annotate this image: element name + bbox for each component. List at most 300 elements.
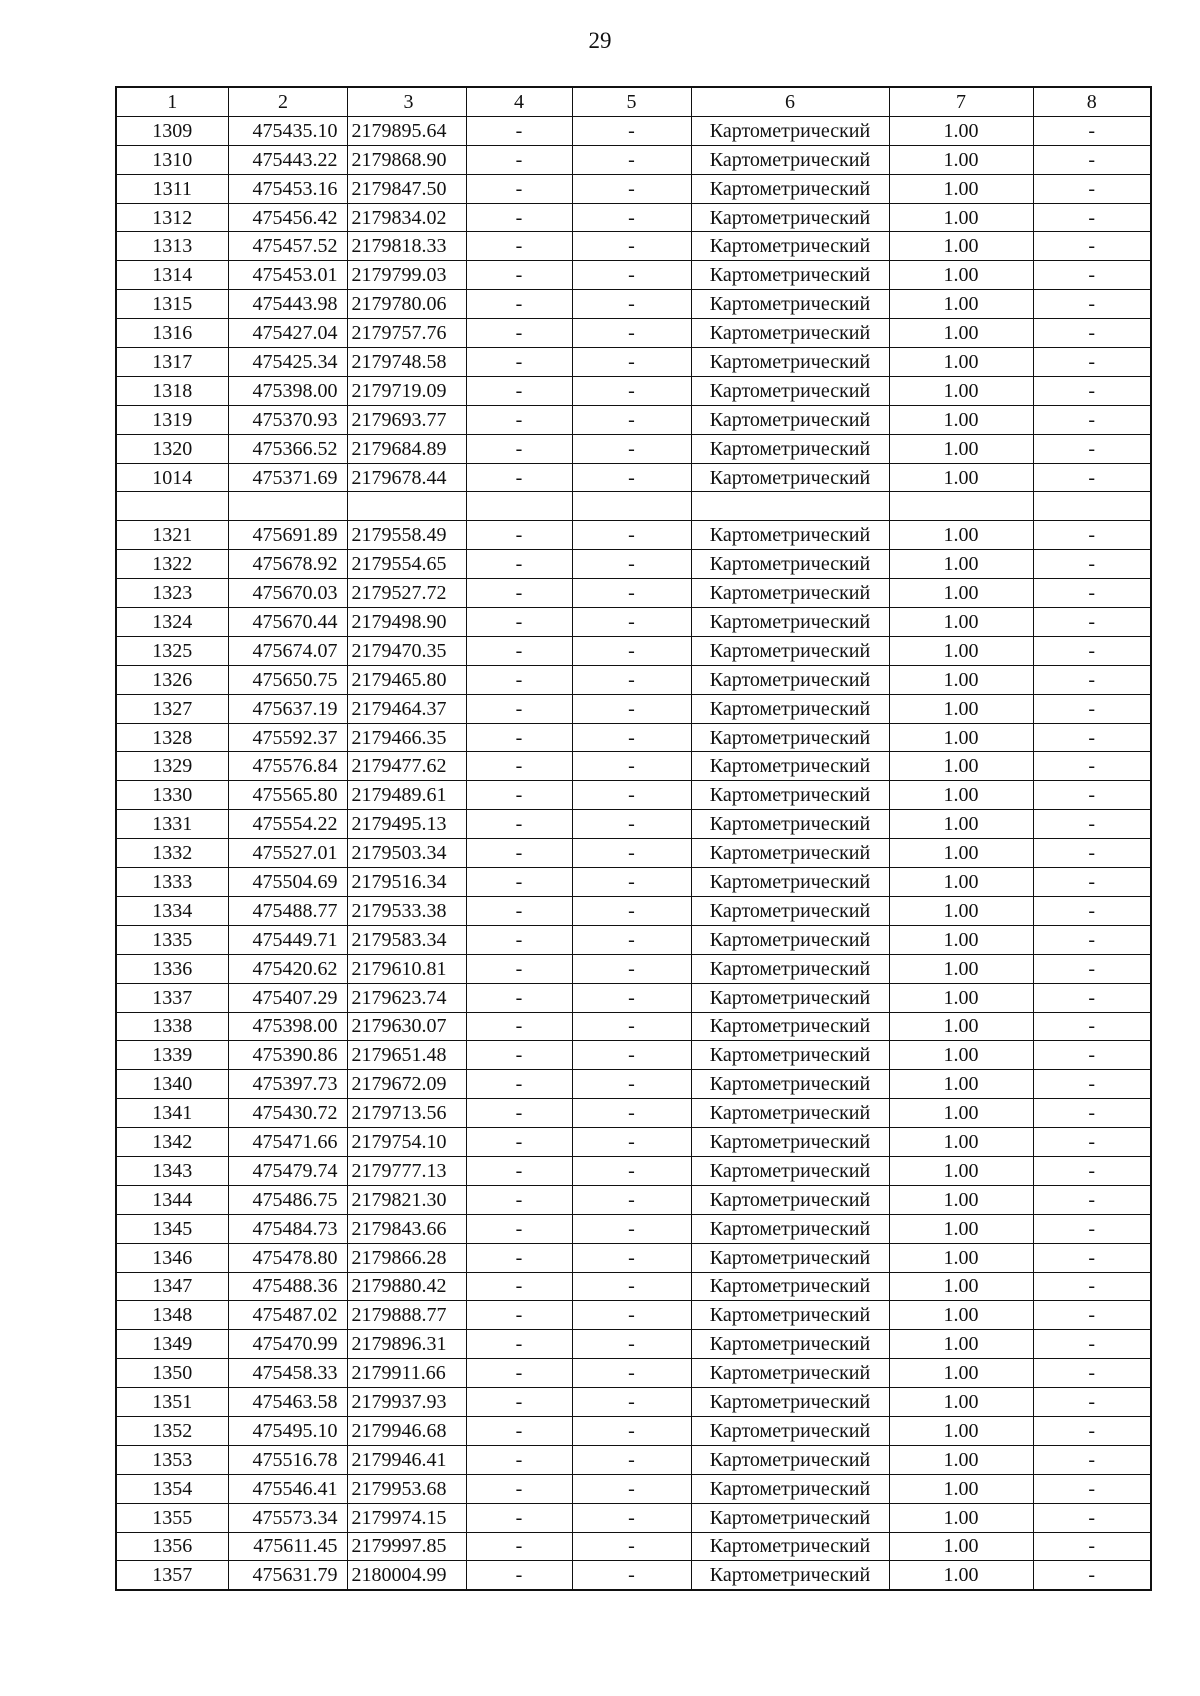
table-cell: - <box>1033 405 1151 434</box>
table-cell: Картометрический <box>691 1070 889 1099</box>
table-cell: - <box>466 925 572 954</box>
table-row <box>116 319 1151 348</box>
table-cell: - <box>572 1359 691 1388</box>
table-cell: - <box>1033 290 1151 319</box>
table-cell: 2179748.58 <box>347 348 466 377</box>
table-cell: 1316 <box>116 319 228 348</box>
table-cell: - <box>572 1128 691 1157</box>
table-cell: - <box>1033 376 1151 405</box>
table-row <box>116 1359 1151 1388</box>
table-cell: Картометрический <box>691 1099 889 1128</box>
table-cell: 1.00 <box>889 348 1033 377</box>
table-cell: - <box>572 261 691 290</box>
table-cell: - <box>466 348 572 377</box>
table-cell: - <box>1033 636 1151 665</box>
table-cell: 475371.69 <box>228 463 347 492</box>
table-cell: Картометрический <box>691 232 889 261</box>
table-cell: - <box>572 1185 691 1214</box>
table-cell: 2179821.30 <box>347 1185 466 1214</box>
table-cell: Картометрический <box>691 521 889 550</box>
table-cell: - <box>1033 1445 1151 1474</box>
table-row <box>116 463 1151 492</box>
table-cell: - <box>466 1561 572 1590</box>
table-row <box>116 1243 1151 1272</box>
table-cell: 1346 <box>116 1243 228 1272</box>
table-cell: 1.00 <box>889 1416 1033 1445</box>
table-row <box>116 1445 1151 1474</box>
table-cell: - <box>572 665 691 694</box>
table-cell: 475527.01 <box>228 839 347 868</box>
table-cell: - <box>466 203 572 232</box>
table-cell: 1341 <box>116 1099 228 1128</box>
table-cell: 1.00 <box>889 1099 1033 1128</box>
table-cell: - <box>1033 1070 1151 1099</box>
column-header: 3 <box>347 87 466 116</box>
table-cell: 1327 <box>116 694 228 723</box>
table-cell: - <box>572 752 691 781</box>
table-cell: - <box>466 174 572 203</box>
table-cell: 1325 <box>116 636 228 665</box>
table-cell: - <box>572 116 691 145</box>
table-cell: Картометрический <box>691 665 889 694</box>
table-cell: 475471.66 <box>228 1128 347 1157</box>
table-cell: 1.00 <box>889 983 1033 1012</box>
table-cell: 1342 <box>116 1128 228 1157</box>
table-cell: Картометрический <box>691 376 889 405</box>
table-cell: 1334 <box>116 896 228 925</box>
table-cell: - <box>572 781 691 810</box>
table-cell: 2179896.31 <box>347 1330 466 1359</box>
table-cell: Картометрический <box>691 550 889 579</box>
table-cell: - <box>466 636 572 665</box>
table-cell: Картометрический <box>691 1128 889 1157</box>
table-cell: - <box>572 1156 691 1185</box>
table-cell: Картометрический <box>691 608 889 637</box>
table-cell: - <box>572 579 691 608</box>
table-cell: - <box>1033 1330 1151 1359</box>
table-cell: - <box>466 1301 572 1330</box>
table-cell: - <box>466 723 572 752</box>
table-cell: 475407.29 <box>228 983 347 1012</box>
table-cell: - <box>466 521 572 550</box>
table-row <box>116 1185 1151 1214</box>
table-cell: - <box>1033 723 1151 752</box>
table-cell: - <box>1033 839 1151 868</box>
table-cell: 1.00 <box>889 1243 1033 1272</box>
table-cell: 475470.99 <box>228 1330 347 1359</box>
table-cell: Картометрический <box>691 1041 889 1070</box>
table-cell: - <box>466 1156 572 1185</box>
table-cell: 1.00 <box>889 1012 1033 1041</box>
table-cell: 475443.22 <box>228 145 347 174</box>
column-header: 4 <box>466 87 572 116</box>
table-cell: 2179498.90 <box>347 608 466 637</box>
table-cell: 1309 <box>116 116 228 145</box>
table-cell: Картометрический <box>691 1330 889 1359</box>
table-cell: 2179777.13 <box>347 1156 466 1185</box>
table-row <box>116 1099 1151 1128</box>
table-cell: 1350 <box>116 1359 228 1388</box>
table-cell: - <box>1033 1214 1151 1243</box>
table-cell: 1326 <box>116 665 228 694</box>
table-cell: Картометрический <box>691 925 889 954</box>
table-cell: - <box>1033 203 1151 232</box>
table-cell: 1.00 <box>889 261 1033 290</box>
table-cell: 1348 <box>116 1301 228 1330</box>
table-row <box>116 665 1151 694</box>
table-cell: 1356 <box>116 1532 228 1561</box>
table-cell: 1314 <box>116 261 228 290</box>
table-cell: - <box>466 261 572 290</box>
table-cell: 1318 <box>116 376 228 405</box>
table-cell: 475370.93 <box>228 405 347 434</box>
table-cell <box>1033 492 1151 521</box>
table-cell: 1.00 <box>889 1445 1033 1474</box>
table-cell: 2179754.10 <box>347 1128 466 1157</box>
table-cell: 2179911.66 <box>347 1359 466 1388</box>
table-cell: 1014 <box>116 463 228 492</box>
table-cell: - <box>1033 1243 1151 1272</box>
table-cell: 2179558.49 <box>347 521 466 550</box>
table-cell: - <box>572 896 691 925</box>
table-cell: 1353 <box>116 1445 228 1474</box>
table-cell: 2179693.77 <box>347 405 466 434</box>
table-cell: - <box>572 521 691 550</box>
table-cell: 1.00 <box>889 1070 1033 1099</box>
table-cell: 475453.01 <box>228 261 347 290</box>
table-cell: 475504.69 <box>228 868 347 897</box>
table-cell: - <box>572 1272 691 1301</box>
table-cell: 2179610.81 <box>347 954 466 983</box>
table-cell: Картометрический <box>691 1388 889 1417</box>
table-cell: 1.00 <box>889 145 1033 174</box>
table-cell: 475592.37 <box>228 723 347 752</box>
table-row <box>116 348 1151 377</box>
column-header: 2 <box>228 87 347 116</box>
table-cell: - <box>1033 810 1151 839</box>
table-cell: 475546.41 <box>228 1474 347 1503</box>
table-cell: Картометрический <box>691 1214 889 1243</box>
table-cell: - <box>1033 1099 1151 1128</box>
table-cell: - <box>572 1503 691 1532</box>
table-cell: 2180004.99 <box>347 1561 466 1590</box>
table-cell: - <box>572 550 691 579</box>
table-cell: Картометрический <box>691 1243 889 1272</box>
table-cell: - <box>1033 174 1151 203</box>
table-cell: 1.00 <box>889 1128 1033 1157</box>
table-cell: - <box>572 1070 691 1099</box>
table-cell: 1.00 <box>889 925 1033 954</box>
table-cell: 2179623.74 <box>347 983 466 1012</box>
table-cell: 475486.75 <box>228 1185 347 1214</box>
table-cell: - <box>466 1012 572 1041</box>
table-cell: - <box>572 636 691 665</box>
table-cell: - <box>466 665 572 694</box>
table-row <box>116 925 1151 954</box>
table-cell: 1.00 <box>889 1272 1033 1301</box>
table-cell: - <box>466 550 572 579</box>
table-cell: 2179713.56 <box>347 1099 466 1128</box>
table-cell: - <box>466 1243 572 1272</box>
table-cell: - <box>1033 1416 1151 1445</box>
table-cell: - <box>572 1445 691 1474</box>
table-cell: 1.00 <box>889 1503 1033 1532</box>
table-cell: 2179503.34 <box>347 839 466 868</box>
table-row <box>116 694 1151 723</box>
table-cell <box>228 492 347 521</box>
table-cell: - <box>1033 983 1151 1012</box>
table-cell: - <box>1033 116 1151 145</box>
table-row <box>116 983 1151 1012</box>
table-cell: - <box>466 608 572 637</box>
table-cell: 475565.80 <box>228 781 347 810</box>
table-cell: - <box>466 319 572 348</box>
table-cell: 475398.00 <box>228 376 347 405</box>
table-cell: - <box>572 1012 691 1041</box>
table-cell: - <box>1033 261 1151 290</box>
table-cell: 1331 <box>116 810 228 839</box>
table-cell: - <box>572 954 691 983</box>
table-cell: - <box>466 145 572 174</box>
table-cell: 1.00 <box>889 521 1033 550</box>
table-cell: 475674.07 <box>228 636 347 665</box>
table-cell: 2179470.35 <box>347 636 466 665</box>
table-row <box>116 954 1151 983</box>
table-cell: Картометрический <box>691 319 889 348</box>
table-cell: 2179757.76 <box>347 319 466 348</box>
table-cell: 475430.72 <box>228 1099 347 1128</box>
table-cell: 2179651.48 <box>347 1041 466 1070</box>
table-row <box>116 1474 1151 1503</box>
table-cell: Картометрический <box>691 868 889 897</box>
table-cell <box>466 492 572 521</box>
table-row <box>116 203 1151 232</box>
table-cell: 475449.71 <box>228 925 347 954</box>
table-cell: 1319 <box>116 405 228 434</box>
table-cell: - <box>466 232 572 261</box>
table-cell: - <box>466 1359 572 1388</box>
table-cell: 1312 <box>116 203 228 232</box>
table-cell: - <box>1033 1128 1151 1157</box>
table-cell: 2179533.38 <box>347 896 466 925</box>
table-cell: 1.00 <box>889 550 1033 579</box>
table-cell: 1322 <box>116 550 228 579</box>
table-cell: 475516.78 <box>228 1445 347 1474</box>
table-cell: - <box>572 868 691 897</box>
table-cell: - <box>572 1561 691 1590</box>
table-cell: - <box>572 1416 691 1445</box>
table-cell: 2179946.68 <box>347 1416 466 1445</box>
table-cell: Картометрический <box>691 1185 889 1214</box>
table-row <box>116 1070 1151 1099</box>
table-cell: 2179583.34 <box>347 925 466 954</box>
table-row <box>116 261 1151 290</box>
table-cell: 2179974.15 <box>347 1503 466 1532</box>
table-cell: 1337 <box>116 983 228 1012</box>
table-cell: - <box>1033 232 1151 261</box>
table-row <box>116 1503 1151 1532</box>
table-cell: Картометрический <box>691 145 889 174</box>
table-cell: 1343 <box>116 1156 228 1185</box>
table-cell: - <box>466 1041 572 1070</box>
table-cell: Картометрический <box>691 1474 889 1503</box>
table-cell: - <box>466 290 572 319</box>
table-cell: 2179868.90 <box>347 145 466 174</box>
table-cell: Картометрический <box>691 1532 889 1561</box>
column-header: 1 <box>116 87 228 116</box>
table-cell: - <box>1033 781 1151 810</box>
table-cell: 2179495.13 <box>347 810 466 839</box>
table-cell: 475390.86 <box>228 1041 347 1070</box>
table-cell: - <box>1033 1561 1151 1590</box>
table-cell: - <box>572 1243 691 1272</box>
table-row <box>116 1416 1151 1445</box>
table-cell: 1.00 <box>889 868 1033 897</box>
table-cell: - <box>1033 954 1151 983</box>
table-cell: 2179888.77 <box>347 1301 466 1330</box>
table-cell: 475691.89 <box>228 521 347 550</box>
table-cell: Картометрический <box>691 1416 889 1445</box>
table-cell: 1320 <box>116 434 228 463</box>
table-cell: 2179464.37 <box>347 694 466 723</box>
table-cell: Картометрический <box>691 203 889 232</box>
table-cell: 475631.79 <box>228 1561 347 1590</box>
table-cell: 2179489.61 <box>347 781 466 810</box>
table-cell: 1.00 <box>889 781 1033 810</box>
table-cell: 2179818.33 <box>347 232 466 261</box>
table-cell: 1.00 <box>889 203 1033 232</box>
table-cell: 1.00 <box>889 896 1033 925</box>
table-cell: - <box>572 839 691 868</box>
table-cell: - <box>1033 1359 1151 1388</box>
table-row <box>116 868 1151 897</box>
table-cell: 475495.10 <box>228 1416 347 1445</box>
table-row <box>116 810 1151 839</box>
table-cell: Картометрический <box>691 290 889 319</box>
table-cell: 1335 <box>116 925 228 954</box>
table-cell: 2179466.35 <box>347 723 466 752</box>
table-cell: - <box>466 1388 572 1417</box>
table-cell: 1.00 <box>889 463 1033 492</box>
table-cell: Картометрический <box>691 463 889 492</box>
table-cell: 1329 <box>116 752 228 781</box>
table-cell: 1.00 <box>889 1474 1033 1503</box>
table-cell: 1.00 <box>889 579 1033 608</box>
table-cell: - <box>572 405 691 434</box>
table-cell: 2179780.06 <box>347 290 466 319</box>
table-row <box>116 434 1151 463</box>
table-cell: 475637.19 <box>228 694 347 723</box>
table-cell: 475457.52 <box>228 232 347 261</box>
table-row <box>116 1301 1151 1330</box>
table-cell: - <box>572 376 691 405</box>
table-cell: 1.00 <box>889 116 1033 145</box>
table-cell: 475425.34 <box>228 348 347 377</box>
table-cell: Картометрический <box>691 1359 889 1388</box>
table-cell: 1.00 <box>889 1301 1033 1330</box>
table-cell: 1.00 <box>889 1388 1033 1417</box>
table-cell: - <box>466 1128 572 1157</box>
table-cell: 1345 <box>116 1214 228 1243</box>
table-cell: 475443.98 <box>228 290 347 319</box>
table-cell: 1.00 <box>889 1330 1033 1359</box>
table-cell: - <box>572 1301 691 1330</box>
table-cell: - <box>572 723 691 752</box>
table-cell: - <box>1033 665 1151 694</box>
table-cell: - <box>1033 1156 1151 1185</box>
table-cell: 2179834.02 <box>347 203 466 232</box>
table-cell: - <box>466 781 572 810</box>
table-cell: 475463.58 <box>228 1388 347 1417</box>
table-cell: - <box>572 348 691 377</box>
page-number: 29 <box>588 28 612 53</box>
table-cell: - <box>1033 434 1151 463</box>
table-cell: Картометрический <box>691 1561 889 1590</box>
table-cell: - <box>1033 550 1151 579</box>
table-cell: - <box>572 232 691 261</box>
table-cell: 475488.36 <box>228 1272 347 1301</box>
table-row <box>116 1388 1151 1417</box>
table-row <box>116 145 1151 174</box>
table-row <box>116 608 1151 637</box>
table-cell: 1349 <box>116 1330 228 1359</box>
table-cell <box>572 492 691 521</box>
table-cell: 1339 <box>116 1041 228 1070</box>
table-cell: 1323 <box>116 579 228 608</box>
table-cell: 475670.44 <box>228 608 347 637</box>
table-cell: 1.00 <box>889 376 1033 405</box>
table-cell: - <box>1033 319 1151 348</box>
table-cell: - <box>1033 1532 1151 1561</box>
table-cell: 1.00 <box>889 1359 1033 1388</box>
table-cell: 2179847.50 <box>347 174 466 203</box>
table-cell: Картометрический <box>691 896 889 925</box>
table-cell: - <box>466 1330 572 1359</box>
table-cell: 475479.74 <box>228 1156 347 1185</box>
table-cell: 1328 <box>116 723 228 752</box>
table-cell: Картометрический <box>691 348 889 377</box>
table-row <box>116 839 1151 868</box>
table-cell: - <box>572 1041 691 1070</box>
table-cell: 1311 <box>116 174 228 203</box>
table-cell: Картометрический <box>691 261 889 290</box>
table-cell: 1351 <box>116 1388 228 1417</box>
table-row <box>116 232 1151 261</box>
table-cell: - <box>1033 694 1151 723</box>
table-cell: 2179672.09 <box>347 1070 466 1099</box>
table-cell: 2179866.28 <box>347 1243 466 1272</box>
column-header: 6 <box>691 87 889 116</box>
table-cell: 1.00 <box>889 1214 1033 1243</box>
table-cell: - <box>1033 608 1151 637</box>
table-cell: 1.00 <box>889 636 1033 665</box>
table-cell: 475398.00 <box>228 1012 347 1041</box>
table-cell <box>889 492 1033 521</box>
table-cell: - <box>572 434 691 463</box>
table-cell: - <box>572 1388 691 1417</box>
table-cell: 2179719.09 <box>347 376 466 405</box>
table-cell: - <box>466 434 572 463</box>
table-cell: Картометрический <box>691 1012 889 1041</box>
table-cell: 2179684.89 <box>347 434 466 463</box>
table-cell: - <box>572 145 691 174</box>
table-cell: 1.00 <box>889 839 1033 868</box>
table-body <box>116 116 1151 1590</box>
table-cell: - <box>466 1474 572 1503</box>
table-cell: 1.00 <box>889 1532 1033 1561</box>
table-row <box>116 579 1151 608</box>
table-cell: - <box>466 1185 572 1214</box>
